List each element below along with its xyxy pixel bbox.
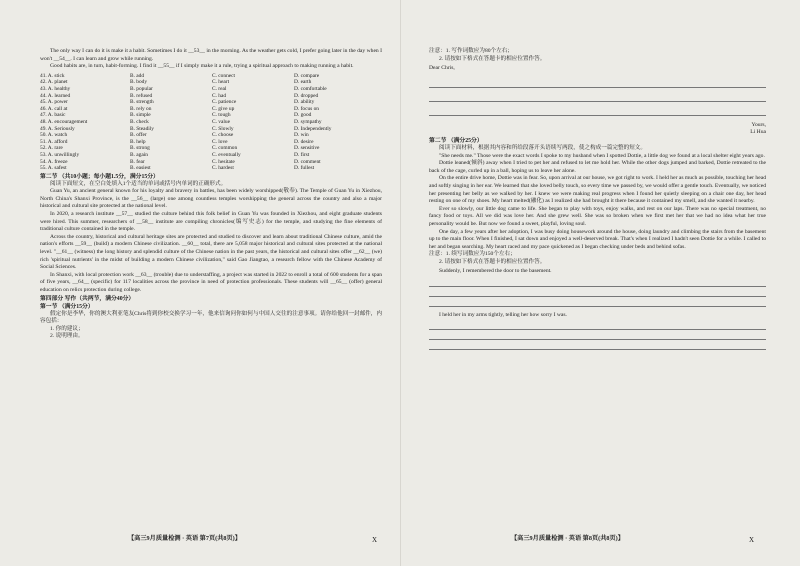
writing-line [429, 306, 766, 307]
option-cell: 52. A. rare [40, 145, 63, 152]
option-cell: 44. A. learned [40, 92, 71, 99]
option-cell: 46. A. call at [40, 105, 68, 112]
option-cell: D. dropped [294, 92, 319, 99]
option-cell: 45. A. power [40, 99, 68, 106]
passage-paragraph: In 2020, a research institute __57__ studied the culture behind this folk belief in Guan Yu was founded in Xiezhou, and eight graduate students were hired. This summer, researchers of __58__ institute are compiling chronicles(编写史志) for the temple, and studying the fine elements of traditional culture contained in the temple. [40, 211, 382, 233]
part4-title: 第四部分 写作（共两节，满分40分） [40, 295, 135, 302]
options-table [40, 73, 382, 172]
option-cell: 47. A. basic [40, 112, 66, 119]
option-cell: C. hesitate [212, 158, 235, 165]
passage-paragraph: In Shanxi, with local protection work __63__ (trouble) due to understaffing, a project was started in 2022 to enroll a total of 600 students for a span of five years, __64__ (specific) for 117 localities across the province in need of protection professionals. These students will __65__ (offer) general education on relics protection during college. [40, 271, 382, 293]
passage-paragraph: Guan Yu, an ancient general known for his loyalty and bravery in battles, has been widely worshipped(敬奉). The Temple of Guan Yu in Xiezhou, North China's Shanxi Province, is the __56__ (large) one among countless temples worshipping the general across the country and also a major historical and cultural site protected at the national level. [40, 188, 382, 210]
continuation-section-title: 第二节 （满分25分） [429, 137, 483, 144]
x-mark: X [372, 536, 378, 544]
task-point: 1. 你的建议； [50, 325, 84, 332]
option-cell: C. had [212, 92, 227, 99]
option-cell: B. body [130, 79, 148, 86]
writing-line [429, 115, 766, 116]
option-cell: 48. A. encouragement [40, 118, 88, 125]
option-cell: C. value [212, 118, 230, 125]
option-cell: D. first [294, 151, 310, 158]
option-cell: D. good [294, 112, 312, 119]
option-cell: B. strong [130, 145, 150, 152]
paragraph1-start: Suddenly, I remembered the door to the basement. [439, 268, 552, 275]
option-cell: B. easiest [130, 165, 151, 172]
option-cell: C. heart [212, 79, 230, 86]
option-cell: D. comment [294, 158, 321, 165]
option-cell: D. sensitive [294, 145, 320, 152]
intro-paragraph: Good habits are, in turn, habit-forming. I find it __55__ if I simply make it a rule, trying a spiritual approach to making running a habit. [50, 63, 354, 70]
option-cell: D. Independently [294, 125, 332, 132]
option-cell: B. rely on [130, 105, 152, 112]
option-cell: C. eventually [212, 151, 241, 158]
option-cell: B. refused [130, 92, 153, 99]
writing-line [429, 349, 766, 350]
greeting: Dear Chris, [429, 65, 455, 72]
option-cell: B. again [130, 151, 148, 158]
paragraph2-start: I held her in my arms tightly, telling her how sorry I was. [439, 312, 567, 319]
section2-instruction: 阅读下面短文，在空白处填入1个适当的单词或括号内单词的正确形式。 [50, 180, 227, 187]
option-cell: 41. A. stick [40, 72, 65, 79]
passage-paragraph: Across the country, historical and cultural heritage sites are protected and studied to discover and learn about traditional Chinese culture, amid the nation's efforts __59__ (build) a modern Chinese civilization. __60__ total, there are 5,058 major historical and cultural sites protected at the national level. "__61__ (witness) the long history and splendid culture of the Chinese nation in the past years, the historical and cultural sites offer __62__ (we) rich 'spiritual nutrients' in the midst of building a modern Chinese civilization," said Gao Jiangtao, a research fellow with the Chinese Academy of Social Sciences. [40, 233, 382, 271]
note: 注意：1. 写作词数应为80个左右； [429, 48, 513, 54]
option-cell: C. Slowly [212, 125, 234, 132]
x-mark: X [749, 536, 755, 544]
option-cell: 43. A. healthy [40, 85, 71, 92]
closing: Yours, [751, 121, 766, 128]
writing-section1-title: 第一节 （满分15分） [40, 303, 94, 310]
option-cell: C. choose [212, 132, 234, 139]
option-cell: C. common [212, 145, 238, 152]
option-cell: C. patience [212, 99, 237, 106]
option-cell: D. earth [294, 79, 312, 86]
story-paragraph: Ever so slowly, our little dog came to life. She began to play with toys, enjoy walks, and rest on our laps. There was no special treatment, no fancy food or toys. All we did was love her. And she grew well. She was so broken when we first met her that we had no idea what her true personality would be. But now we found a sweet, playful, loving soul. [429, 205, 766, 227]
option-cell: B. strength [130, 99, 154, 106]
task-point: 2. 说明理由。 [50, 333, 84, 340]
option-cell: 42. A. planet [40, 79, 68, 86]
option-cell: B. check [130, 118, 149, 125]
option-cell: B. help [130, 138, 146, 145]
page-footer: 【高三9月质量检测 · 英语 第8页(共8页)】 [511, 535, 624, 542]
note: 注意：1. 续写词数应为150个左右； [429, 251, 516, 258]
story-paragraph: On the entire drive home, Dottie was in fear. So, upon arrival at our house, we got right to work. I held her as much as possible, touching her head and softly singing in her ear. We learned that she loved belly touch, so every time we passed by, we would offer a gentle touch. Eventually, we noticed her presenting her belly as we walked by her. I knew we were making real progress when I found her quietly sleeping on a chair one day, her head resting on one of my shoes. My heart melted(融化) as I realized she had brought it there because it contained my smell, and she wanted it nearby. [429, 175, 766, 205]
option-cell: D. ability [294, 99, 315, 106]
option-cell: D. comfortable [294, 85, 327, 92]
section2-title: 第二节 （共10小题；每小题1.5分，满分15分） [40, 173, 159, 180]
writing-task: 假定你是李华，你的澳大利亚笔友Chris将到你校交换学习一年，他来信询问你如何与中国人交往的注意事项。请你给他回一封邮件，内容包括： [40, 310, 382, 325]
option-cell: D. desire [294, 138, 314, 145]
option-cell: B. Steadily [130, 125, 154, 132]
continuation-instruction: 阅读下面材料，根据其内容和所给段落开头语续写两段，使之构成一篇完整的短文。 [439, 144, 646, 151]
option-cell: B. simple [130, 112, 151, 119]
option-cell: C. real [212, 85, 227, 92]
option-cell: C. connect [212, 72, 236, 79]
option-cell: B. add [130, 72, 145, 79]
option-cell: 53. A. unwillingly [40, 151, 80, 158]
option-cell: D. fullest [294, 165, 315, 172]
left-intro [40, 48, 382, 71]
option-cell: 50. A. watch [40, 132, 68, 139]
option-cell: 54. A. freeze [40, 158, 68, 165]
option-cell: D. win [294, 132, 309, 139]
note: 2. 请按如下格式在答题卡的相应位置作答。 [439, 55, 546, 62]
signature: Li Hua [750, 129, 766, 136]
option-cell: 51. A. afford [40, 138, 68, 145]
option-cell: C. give up [212, 105, 235, 112]
story-paragraph: One day, a few years after her adoption, I was busy doing housework around the house, doing laundry and climbing the stairs from the basement up to the main floor. When I finished, I sat down and enjoyed a well-deserved break. That's when I realized I hadn't seen Dottie for a while. I called to her and began searching. My heart raced and my pace quickened as I began checking under beds and behind sofas. [429, 228, 766, 250]
option-cell: B. popular [130, 85, 153, 92]
page-footer: 【高三9月质量检测 · 英语 第7页(共8页)】 [128, 535, 241, 542]
option-cell: 49. A. Seriously [40, 125, 75, 132]
option-cell: 55. A. safest [40, 165, 67, 172]
option-cell: C. love [212, 138, 228, 145]
option-cell: D. sympathy [294, 118, 322, 125]
story-paragraph: "She needs me." Those were the exact words I spoke to my husband when I spotted Dottie, a little dog we found at a local shelter eight years ago. [439, 152, 765, 159]
option-cell: D. focus on [294, 105, 320, 112]
option-cell: B. fear [130, 158, 145, 165]
option-cell: C. hardest [212, 165, 234, 172]
option-cell: B. offer [130, 132, 147, 139]
note: 2. 请按如下格式在答题卡的相应位置作答。 [439, 258, 546, 265]
story-paragraph: Dottie leaned(倾斜) away when I tried to pet her and refused to let me hold her. While the other dogs jumped and barked, Dottie retreated to the back of the cage, curled up in a ball, hoping us to leave her alone. [429, 160, 766, 174]
option-cell: D. compare [294, 72, 320, 79]
intro-paragraph: The only way I can do it is make it a habit. Sometimes I do it __53__ in the morning. As the weather gets cold, I prefer going later in the day when I won't __54__. I can learn and grow while running. [40, 48, 382, 62]
right-page [400, 0, 800, 566]
option-cell: C. tough [212, 112, 231, 119]
